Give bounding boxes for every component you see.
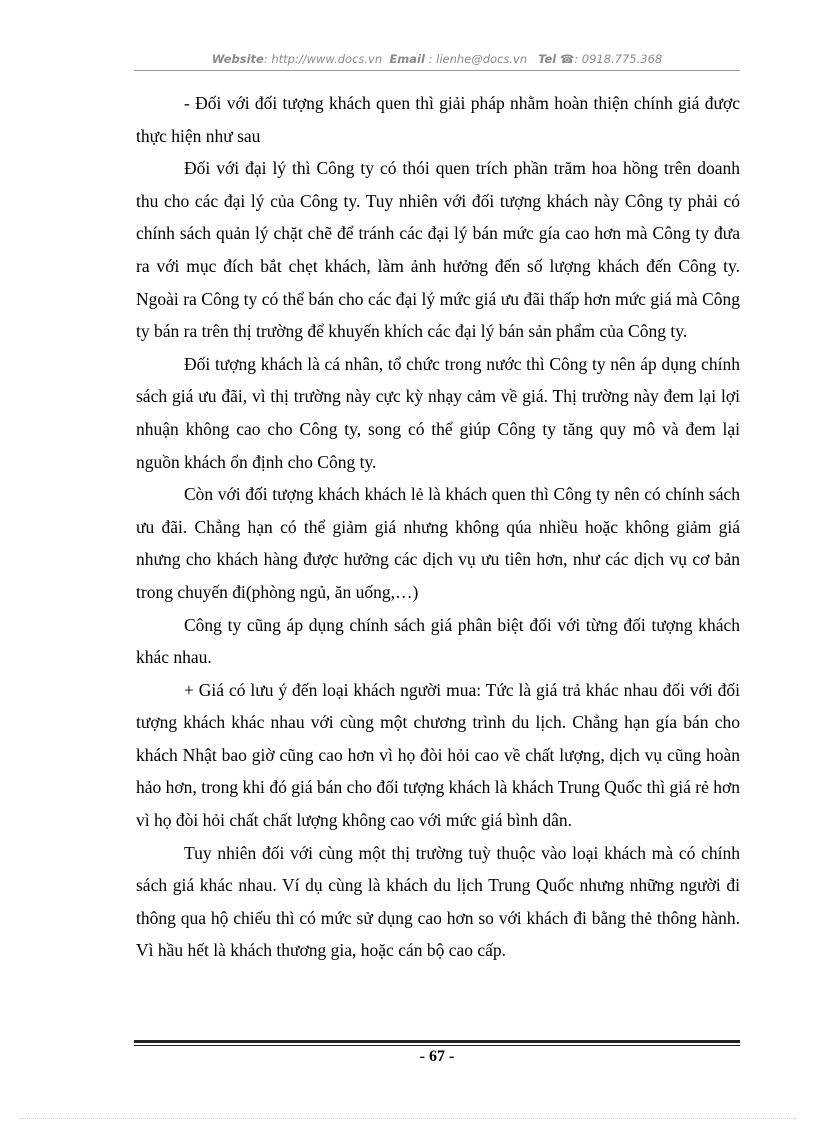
paragraph-2: Đối với đại lý thì Công ty có thói quen trích phần trăm hoa hồng trên doanh thu cho các đại lý của Công ty. Tuy nhiên với đối tượng khách này Công ty phải có chính sách quản lý chặt chẽ để tránh các đại lý bán mức gía cao hơn mà Công ty đưa ra với mục đích bắt chẹt khách, làm ảnh hưởng đến số lượng khách đến Công ty. Ngoài ra Công ty có thể bán cho các đại lý mức giá ưu đãi thấp hơn mức giá mà Công ty bán ra trên thị trường để khuyến khích các đại lý bán sản phẩm của Công ty. — [136, 158, 740, 342]
page-number: - 67 - — [419, 1048, 455, 1065]
page-bottom-divider — [20, 1118, 796, 1119]
tel-label: Tel — [538, 52, 557, 66]
paragraph-7: Tuy nhiên đối với cùng một thị trường tuỳ thuộc vào loại khách mà có chính sách giá khác nhau. Ví dụ cùng là khách du lịch Trung Quốc nhưng những người đi thông qua hộ chiếu thì có mức sử dụng cao hơn so với khách đi bằng thẻ thông hành. Vì hầu hết là khách thương gia, hoặc cán bộ cao cấp. — [136, 842, 740, 961]
email-label: Email — [389, 52, 425, 66]
header-rule — [134, 70, 740, 71]
email-value[interactable]: : lienhe@docs.vn — [428, 52, 528, 66]
footer-rule-thin — [134, 1045, 740, 1046]
website-label: Website — [211, 52, 264, 66]
website-value[interactable]: : http://www.docs.vn — [263, 52, 383, 66]
paragraph-1: - Đối với đối tượng khách quen thì giải pháp nhằm hoàn thiện chính giá được thực hiện như sau — [136, 93, 740, 146]
paragraph-5: Công ty cũng áp dụng chính sách giá phân biệt đối với từng đối tượng khách khác nhau. — [136, 614, 740, 668]
footer-rule-thick — [134, 1040, 740, 1043]
paragraph-4: Còn với đối tượng khách khách lẻ là khách quen thì Công ty nên có chính sách ưu đãi. Chẳng hạn có thể giảm giá nhưng không qúa nhiều hoặc không giảm giá nhưng cho khách hàng được hưởng các dịch vụ ưu tiên hơn, như các dịch vụ cơ bản trong chuyến đi(phòng ngủ, ăn uống,…) — [136, 484, 740, 602]
phone-icon: ☎ — [559, 52, 575, 66]
tel-value: : 0918.775.368 — [574, 52, 663, 66]
page-header — [134, 52, 740, 66]
paragraph-3: Đối tượng khách là cá nhân, tổ chức trong nước thì Công ty nên áp dụng chính sách giá ưu đãi, vì thị trường này cực kỳ nhạy cảm về giá. Thị trường này đem lại lợi nhuận không cao cho Công ty, song có thể giúp Công ty tăng quy mô và đem lại nguồn khách ổn định cho Công ty. — [136, 353, 740, 472]
document-body — [136, 87, 740, 967]
paragraph-6: + Giá có lưu ý đến loại khách người mua: Tức là giá trả khác nhau đối với đối tượng khách khác nhau với cùng một chương trình du lịch. Chẳng hạn gía bán cho khách Nhật bao giờ cũng cao hơn vì họ đòi hỏi cao về chất lượng, dịch vụ cũng hoàn hảo hơn, trong khi đó giá bán cho đối tượng khách là khách Trung Quốc thì giá rẻ hơn vì họ đòi hỏi chất chất lượng không cao với mức giá bình dân. — [136, 679, 740, 831]
